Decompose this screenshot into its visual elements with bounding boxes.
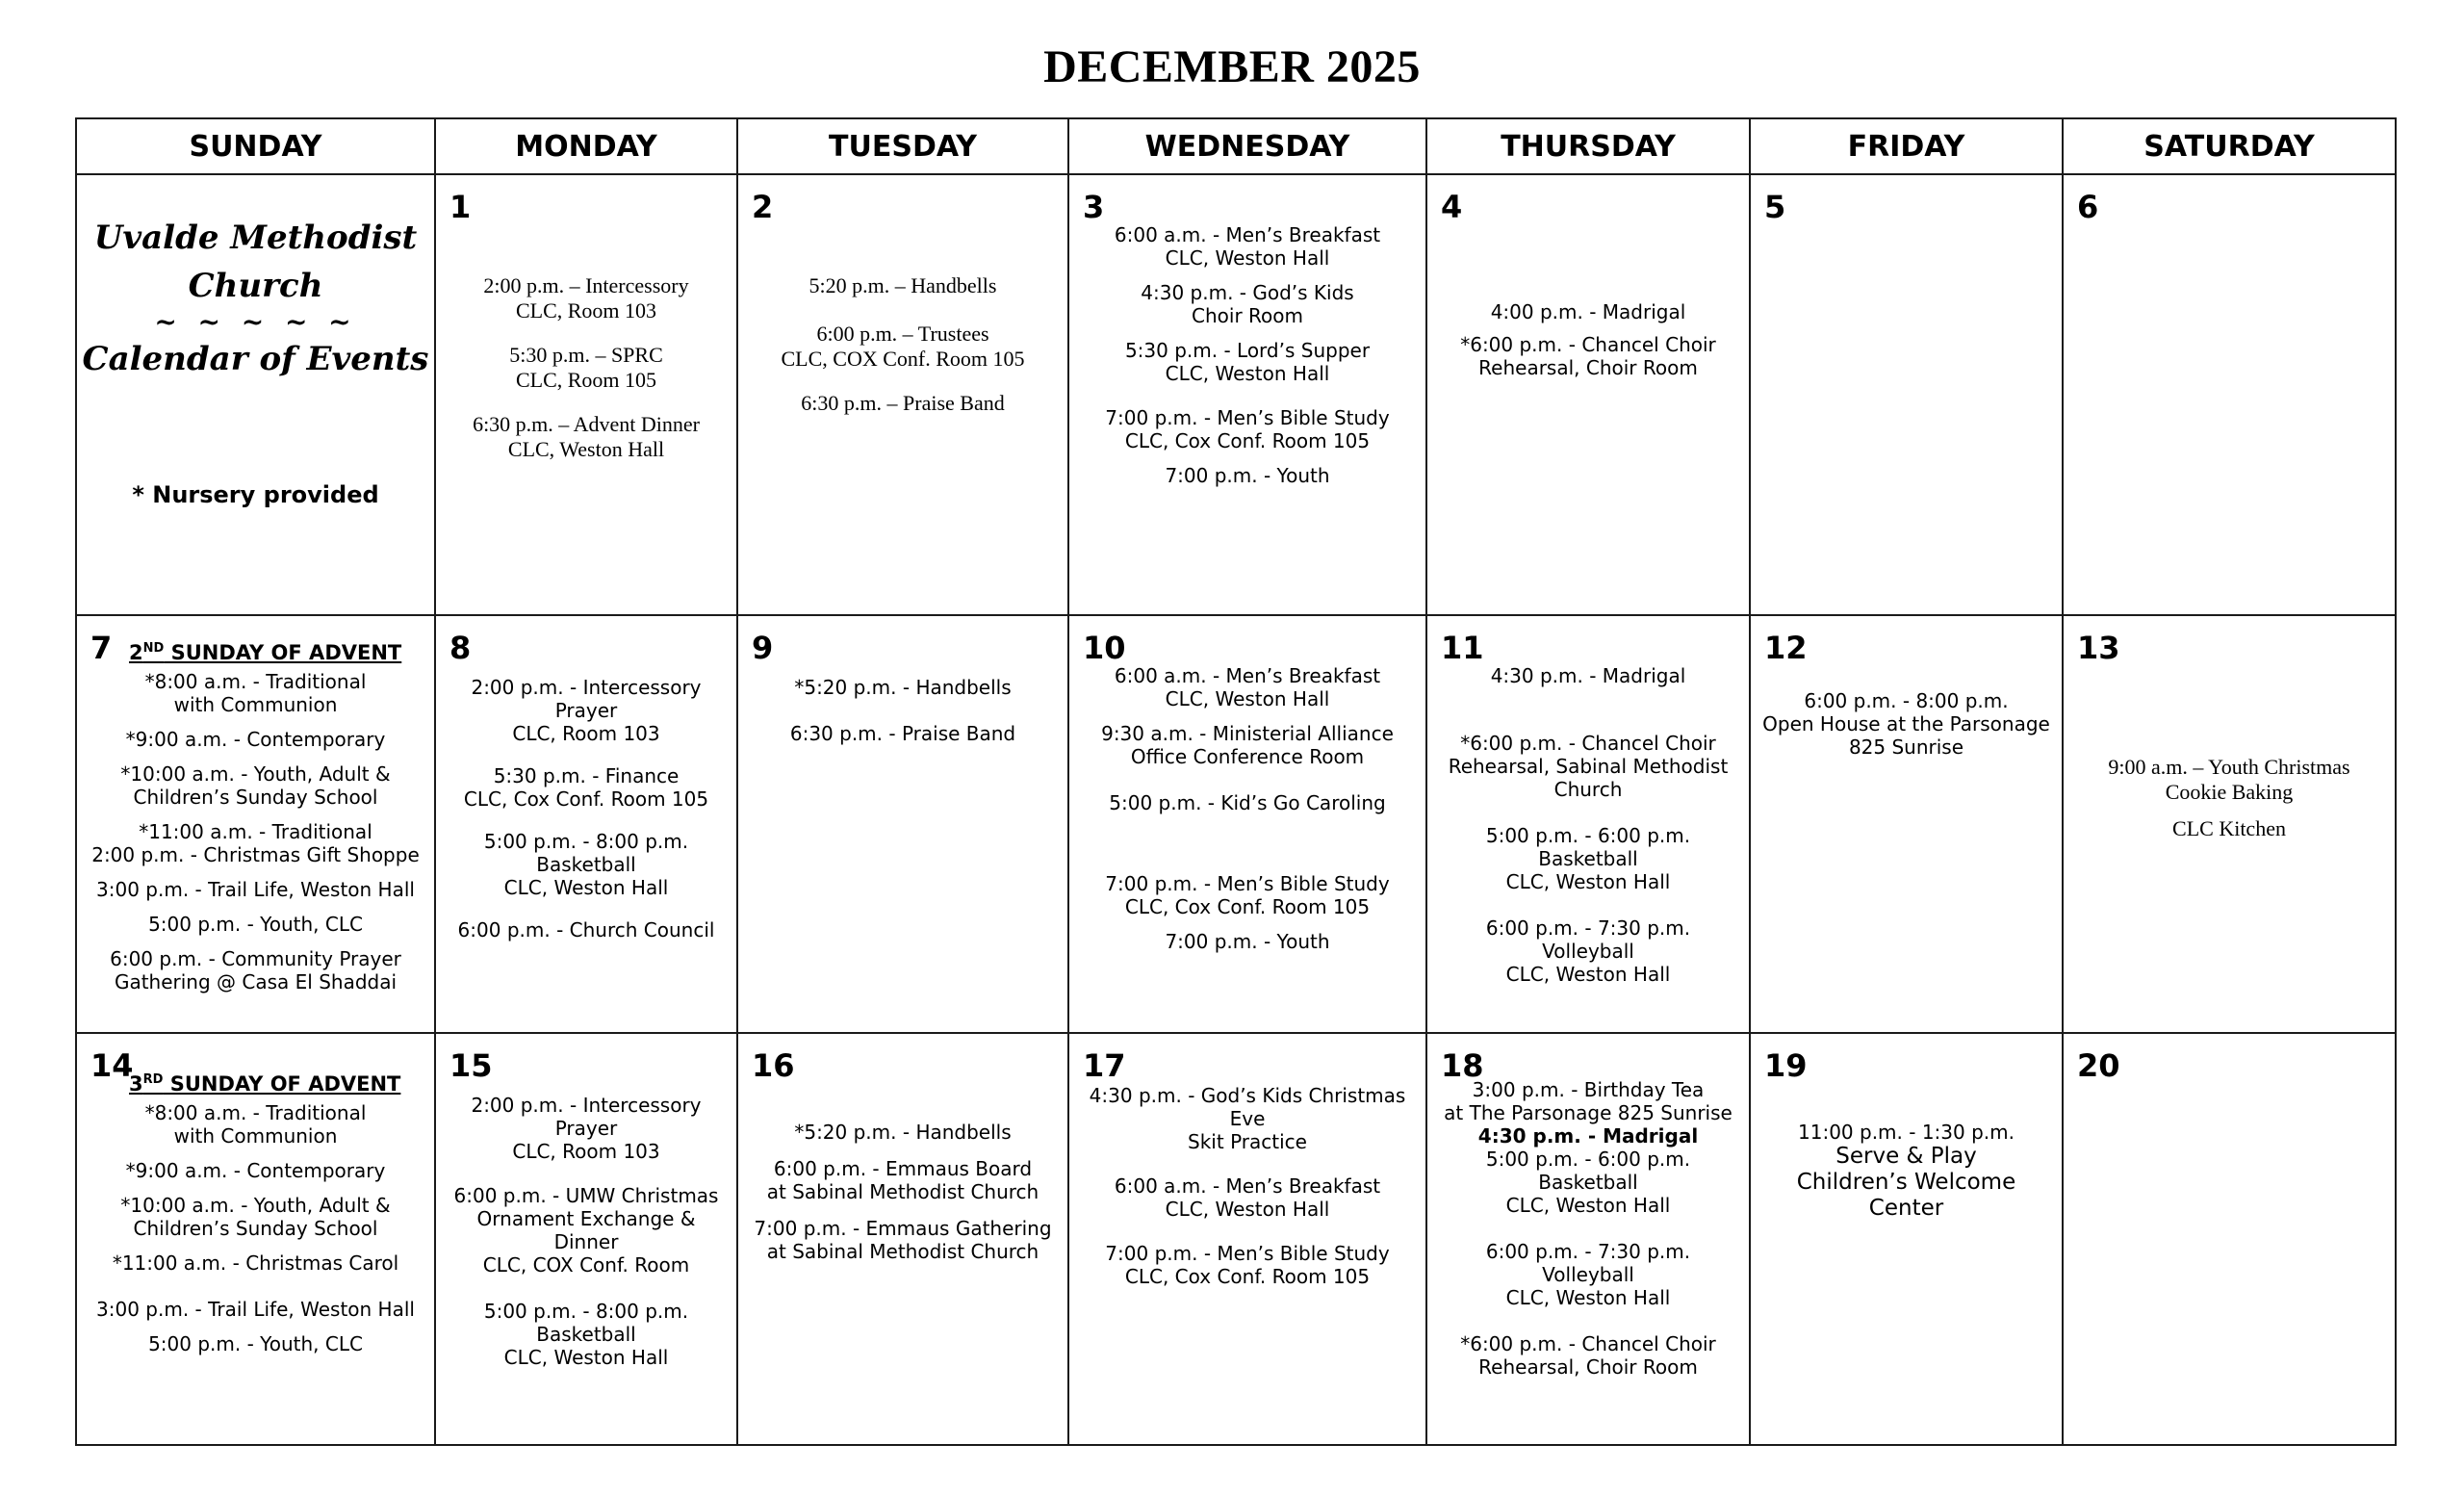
event-line: *5:20 p.m. - Handbells <box>794 676 1012 699</box>
advent-heading-text: SUNDAY OF ADVENT <box>164 641 402 664</box>
event-list <box>746 273 1060 429</box>
day-number: 1 <box>449 189 472 225</box>
event-line: CLC, Weston Hall <box>1165 246 1330 270</box>
event-item <box>1435 916 1741 986</box>
event-list <box>1077 1084 1418 1302</box>
event-line: 5:30 p.m. - Finance <box>493 764 680 787</box>
event-item <box>1435 1332 1741 1379</box>
event-item <box>746 1121 1060 1144</box>
event-line: CLC, Cox Conf. Room 105 <box>463 787 709 811</box>
event-line: Volleyball <box>1542 940 1634 963</box>
event-line: Children’s Welcome Center <box>1796 1170 2016 1221</box>
calendar-subtitle: Calendar of Events <box>82 340 429 378</box>
event-line: Basketball <box>536 853 636 876</box>
event-item <box>85 1332 426 1355</box>
event-item <box>444 918 729 941</box>
event-line: *8:00 a.m. - Traditional <box>144 670 367 693</box>
day-number: 11 <box>1441 630 1484 666</box>
event-line: 6:00 p.m. - 7:30 p.m. <box>1485 916 1691 940</box>
intro-cell <box>76 174 435 615</box>
event-item <box>1077 281 1418 327</box>
day-number: 19 <box>1764 1047 1808 1084</box>
event-line: 2:00 p.m. - Intercessory Prayer <box>471 676 702 722</box>
event-item <box>85 820 426 866</box>
day-number: 16 <box>752 1047 795 1084</box>
day-cell-11 <box>1426 615 1750 1033</box>
event-line: 5:30 p.m. - Lord’s Supper <box>1124 339 1371 362</box>
event-item <box>1435 1078 1741 1124</box>
day-cell-17 <box>1068 1033 1426 1445</box>
event-item <box>1435 300 1741 323</box>
event-line: 2:00 p.m. - Intercessory Prayer <box>471 1094 702 1140</box>
event-item <box>1758 1121 2054 1144</box>
event-line: Volleyball <box>1542 1263 1634 1286</box>
event-line: 4:30 p.m. - Madrigal <box>1490 664 1686 687</box>
day-number: 3 <box>1083 189 1105 225</box>
event-line: *8:00 a.m. - Traditional <box>144 1101 367 1124</box>
event-line: 6:00 p.m. - 8:00 p.m. <box>1804 689 2009 712</box>
event-line: *6:00 p.m. - Chancel Choir <box>1460 333 1716 356</box>
event-line: at Sabinal Methodist Church <box>766 1240 1040 1263</box>
day-cell-6 <box>2063 174 2396 615</box>
event-line: *9:00 a.m. - Contemporary <box>125 1159 386 1182</box>
event-line: 3:00 p.m. - Birthday Tea <box>1472 1078 1705 1101</box>
event-line: CLC, Cox Conf. Room 105 <box>1124 895 1371 918</box>
day-cell-9 <box>737 615 1068 1033</box>
event-line: CLC, Room 103 <box>515 298 657 322</box>
event-line: 4:30 p.m. - God’s Kids <box>1141 281 1354 304</box>
event-item <box>1077 464 1418 487</box>
event-list <box>1758 1121 2054 1235</box>
advent-heading-number: 3 <box>129 1072 143 1096</box>
event-line: 4:30 p.m. - Madrigal <box>1477 1124 1699 1148</box>
event-line: 11:00 p.m. - 1:30 p.m. <box>1798 1121 2015 1144</box>
nursery-note: * Nursery provided <box>132 481 379 508</box>
event-line: 6:00 p.m. - Emmaus Board <box>773 1157 1033 1180</box>
event-item <box>85 1251 426 1275</box>
event-item <box>746 722 1060 745</box>
event-line: CLC Kitchen <box>2172 816 2286 840</box>
event-item <box>444 830 729 899</box>
day-cell-4 <box>1426 174 1750 615</box>
week-row-2 <box>76 615 2396 1033</box>
event-line: Open House at the Parsonage <box>1762 712 2050 735</box>
event-line: 5:00 p.m. - Youth, CLC <box>148 913 363 936</box>
event-item <box>1435 824 1741 893</box>
day-number: 7 <box>90 630 113 666</box>
event-list <box>1077 664 1418 967</box>
event-list <box>746 1121 1060 1277</box>
event-line: 6:00 a.m. - Men’s Breakfast <box>1114 1174 1381 1198</box>
event-line: Skit Practice <box>1188 1130 1307 1153</box>
event-line: 6:30 p.m. – Praise Band <box>801 391 1005 415</box>
event-line: Children’s Sunday School <box>133 786 378 809</box>
day-cell-15 <box>435 1033 737 1445</box>
event-line: Church <box>1553 778 1623 801</box>
day-cell-20 <box>2063 1033 2396 1445</box>
weekday-header-row <box>76 118 2396 174</box>
event-list <box>444 676 729 955</box>
event-list <box>1435 664 1741 999</box>
day-number: 9 <box>752 630 774 666</box>
event-item <box>1758 689 2054 759</box>
event-line: 3:00 p.m. - Trail Life, Weston Hall <box>96 878 415 901</box>
day-number: 14 <box>90 1047 134 1084</box>
event-item <box>746 676 1060 699</box>
event-line: with Communion <box>173 1124 338 1148</box>
event-line: CLC, Cox Conf. Room 105 <box>1124 1265 1371 1288</box>
event-item <box>85 762 426 809</box>
day-cell-1 <box>435 174 737 615</box>
day-number: 17 <box>1083 1047 1126 1084</box>
event-line: 5:00 p.m. - 6:00 p.m. Basketball <box>1485 824 1691 870</box>
week-row-1 <box>76 174 2396 615</box>
calendar-title: DECEMBER 2025 <box>1043 41 1421 92</box>
event-list <box>1077 223 1418 501</box>
event-line: CLC, Weston Hall <box>1505 870 1671 893</box>
day-cell-19 <box>1750 1033 2063 1445</box>
event-line: 6:00 p.m. – Trustees <box>816 322 989 346</box>
advent-heading-text: SUNDAY OF ADVENT <box>163 1072 401 1096</box>
event-list <box>746 676 1060 759</box>
event-line: 7:00 p.m. - Youth <box>1165 930 1330 953</box>
event-item <box>1435 333 1741 379</box>
event-item <box>444 764 729 811</box>
event-line: *10:00 a.m. - Youth, Adult & <box>120 762 391 786</box>
event-item <box>1077 223 1418 270</box>
event-line: CLC, COX Conf. Room <box>482 1253 690 1277</box>
day-number: 2 <box>752 189 774 225</box>
event-line: CLC, Weston Hall <box>1165 687 1330 710</box>
event-line: 4:30 p.m. - God’s Kids Christmas Eve <box>1089 1084 1406 1130</box>
event-line: *9:00 a.m. - Contemporary <box>125 728 386 751</box>
day-number: 8 <box>449 630 472 666</box>
event-line: CLC, Room 103 <box>512 722 660 745</box>
event-line: 9:00 a.m. – Youth Christmas <box>2108 755 2350 779</box>
church-name-line2: Church <box>188 267 323 305</box>
event-item <box>85 913 426 936</box>
event-line: 6:00 p.m. - 7:30 p.m. <box>1485 1240 1691 1263</box>
event-item <box>1077 722 1418 768</box>
event-item <box>444 1094 729 1163</box>
event-item <box>746 391 1060 416</box>
event-line: 6:00 p.m. - UMW Christmas <box>453 1184 719 1207</box>
advent-heading-number: 2 <box>129 641 143 664</box>
event-line: Gathering @ Casa El Shaddai <box>114 970 398 993</box>
event-line: 6:30 p.m. – Advent Dinner <box>473 412 700 436</box>
event-item <box>1077 1174 1418 1221</box>
day-number: 20 <box>2077 1047 2120 1084</box>
weekday-thursday: THURSDAY <box>1426 118 1750 174</box>
event-line: CLC, Weston Hall <box>1505 963 1671 986</box>
event-item <box>1077 406 1418 452</box>
event-item <box>746 322 1060 372</box>
event-line: CLC, Weston Hall <box>503 1346 669 1369</box>
event-line: 7:00 p.m. - Youth <box>1165 464 1330 487</box>
event-line: Basketball <box>1538 1171 1638 1194</box>
event-item <box>444 343 729 393</box>
event-line: 7:00 p.m. - Men’s Bible Study <box>1105 406 1390 429</box>
weekday-sunday: SUNDAY <box>76 118 435 174</box>
event-line: 6:00 a.m. - Men’s Breakfast <box>1114 664 1381 687</box>
event-line: 5:00 p.m. - Kid’s Go Caroling <box>1109 791 1386 814</box>
event-line: Office Conference Room <box>1130 745 1365 768</box>
day-number: 10 <box>1083 630 1126 666</box>
event-line: 7:00 p.m. - Emmaus Gathering <box>754 1217 1052 1240</box>
event-line: 5:00 p.m. - 8:00 p.m. <box>483 830 689 853</box>
event-item <box>1435 1148 1741 1217</box>
event-line: Rehearsal, Choir Room <box>1478 356 1698 379</box>
event-line: *11:00 a.m. - Christmas Carol <box>112 1251 399 1275</box>
event-line: 5:00 p.m. - Youth, CLC <box>148 1332 363 1355</box>
event-line: Children’s Sunday School <box>133 1217 378 1240</box>
event-line: 825 Sunrise <box>1848 735 1964 759</box>
event-line: CLC, Room 105 <box>515 368 657 392</box>
event-line: CLC, Weston Hall <box>1505 1194 1671 1217</box>
event-item <box>2071 755 2387 805</box>
event-line: 5:00 p.m. - 6:00 p.m. <box>1485 1148 1691 1171</box>
day-cell-13 <box>2063 615 2396 1033</box>
event-item <box>1758 1144 2054 1222</box>
event-line: 5:00 p.m. - 8:00 p.m. <box>483 1300 689 1323</box>
event-line: *11:00 a.m. - Traditional <box>139 820 372 843</box>
church-heading <box>77 214 434 383</box>
event-item <box>444 273 729 323</box>
day-cell-5 <box>1750 174 2063 615</box>
advent-heading-ordinal: RD <box>142 1072 164 1087</box>
event-line: CLC, COX Conf. Room 105 <box>781 347 1025 371</box>
event-item <box>746 1157 1060 1203</box>
event-line: 6:00 a.m. - Men’s Breakfast <box>1114 223 1381 246</box>
event-line: 7:00 p.m. - Men’s Bible Study <box>1105 872 1390 895</box>
day-number: 18 <box>1441 1047 1484 1084</box>
day-cell-10 <box>1068 615 1426 1033</box>
event-item <box>85 947 426 993</box>
event-item <box>85 878 426 901</box>
day-cell-2 <box>737 174 1068 615</box>
event-item <box>85 670 426 716</box>
event-line: Choir Room <box>1192 304 1303 327</box>
weekday-monday: MONDAY <box>435 118 737 174</box>
event-line: 9:30 a.m. - Ministerial Alliance <box>1101 722 1394 745</box>
event-line: *5:20 p.m. - Handbells <box>794 1121 1012 1144</box>
event-line: CLC, Weston Hall <box>507 437 665 461</box>
day-number: 6 <box>2077 189 2099 225</box>
weekday-friday: FRIDAY <box>1750 118 2063 174</box>
day-cell-16 <box>737 1033 1068 1445</box>
event-list <box>444 273 729 476</box>
event-item <box>1077 339 1418 385</box>
event-line: at The Parsonage 825 Sunrise <box>1444 1101 1732 1124</box>
event-item <box>1077 930 1418 953</box>
event-line: 2:00 p.m. – Intercessory <box>483 273 689 297</box>
event-list <box>85 637 426 1007</box>
event-line: CLC, Cox Conf. Room 105 <box>1124 429 1371 452</box>
day-cell-12 <box>1750 615 2063 1033</box>
day-cell-3 <box>1068 174 1426 615</box>
event-line: Cookie Baking <box>2165 780 2294 804</box>
event-item <box>85 1194 426 1240</box>
advent-heading <box>108 637 426 664</box>
day-number: 13 <box>2077 630 2120 666</box>
event-list <box>1435 1078 1741 1392</box>
event-item <box>1077 664 1418 710</box>
event-line: Rehearsal, Sabinal Methodist <box>1448 755 1729 778</box>
event-line: *6:00 p.m. - Chancel Choir <box>1460 732 1716 755</box>
event-line: Basketball <box>536 1323 636 1346</box>
event-item <box>1077 872 1418 918</box>
event-line: Rehearsal, Choir Room <box>1478 1355 1698 1379</box>
day-cell-18 <box>1426 1033 1750 1445</box>
week-row-3 <box>76 1033 2396 1445</box>
event-item <box>746 1217 1060 1263</box>
event-line: 3:00 p.m. - Trail Life, Weston Hall <box>96 1298 415 1321</box>
day-number: 15 <box>449 1047 493 1084</box>
event-item <box>85 728 426 751</box>
event-list <box>1758 689 2054 772</box>
advent-heading <box>108 1069 426 1096</box>
event-item <box>1435 1124 1741 1148</box>
event-item <box>1077 791 1418 814</box>
weekday-tuesday: TUESDAY <box>737 118 1068 174</box>
event-item <box>1435 664 1741 687</box>
event-line: *6:00 p.m. - Chancel Choir <box>1460 1332 1716 1355</box>
event-line: at Sabinal Methodist Church <box>766 1180 1040 1203</box>
event-item <box>2071 816 2387 841</box>
tilde-divider: ~ ~ ~ ~ ~ <box>154 306 357 338</box>
day-number: 12 <box>1764 630 1808 666</box>
event-line: with Communion <box>173 693 338 716</box>
event-line: 6:30 p.m. - Praise Band <box>789 722 1016 745</box>
event-line: *10:00 a.m. - Youth, Adult & <box>120 1194 391 1217</box>
church-name-line1: Uvalde Methodist <box>93 219 418 257</box>
day-cell-8 <box>435 615 737 1033</box>
weekday-wednesday: WEDNESDAY <box>1068 118 1426 174</box>
event-list <box>2071 755 2387 855</box>
event-line: 4:00 p.m. - Madrigal <box>1490 300 1686 323</box>
event-list <box>444 1094 729 1382</box>
event-item <box>1077 1242 1418 1288</box>
event-item <box>444 676 729 745</box>
event-line: Serve & Play <box>1835 1144 1977 1169</box>
event-line: 2:00 p.m. - Christmas Gift Shoppe <box>91 843 420 866</box>
day-cell-7 <box>76 615 435 1033</box>
event-item <box>85 1298 426 1321</box>
weekday-saturday: SATURDAY <box>2063 118 2396 174</box>
event-item <box>444 1300 729 1369</box>
event-line: 6:00 p.m. - Community Prayer <box>110 947 401 970</box>
event-line: Ornament Exchange & Dinner <box>476 1207 696 1253</box>
advent-heading-ordinal: ND <box>142 641 165 656</box>
event-item <box>85 1101 426 1148</box>
event-item <box>1435 732 1741 801</box>
event-line: 5:20 p.m. – Handbells <box>808 273 997 297</box>
event-line: 6:00 p.m. - Church Council <box>457 918 715 941</box>
event-line: CLC, Weston Hall <box>1165 362 1330 385</box>
day-cell-14 <box>76 1033 435 1445</box>
event-line: CLC, Room 103 <box>512 1140 660 1163</box>
day-number: 4 <box>1441 189 1463 225</box>
event-item <box>1077 1084 1418 1153</box>
event-item <box>85 1159 426 1182</box>
event-item <box>444 412 729 462</box>
event-list <box>85 1069 426 1369</box>
event-line: CLC, Weston Hall <box>1165 1198 1330 1221</box>
event-item <box>444 1184 729 1277</box>
calendar-grid <box>75 117 2397 1446</box>
event-line: 7:00 p.m. - Men’s Bible Study <box>1105 1242 1390 1265</box>
event-line: CLC, Weston Hall <box>1505 1286 1671 1309</box>
event-line: 5:30 p.m. – SPRC <box>509 343 663 367</box>
day-number: 5 <box>1764 189 1786 225</box>
event-item <box>746 273 1060 298</box>
event-line: CLC, Weston Hall <box>503 876 669 899</box>
event-item <box>1435 1240 1741 1309</box>
event-list <box>1435 300 1741 393</box>
